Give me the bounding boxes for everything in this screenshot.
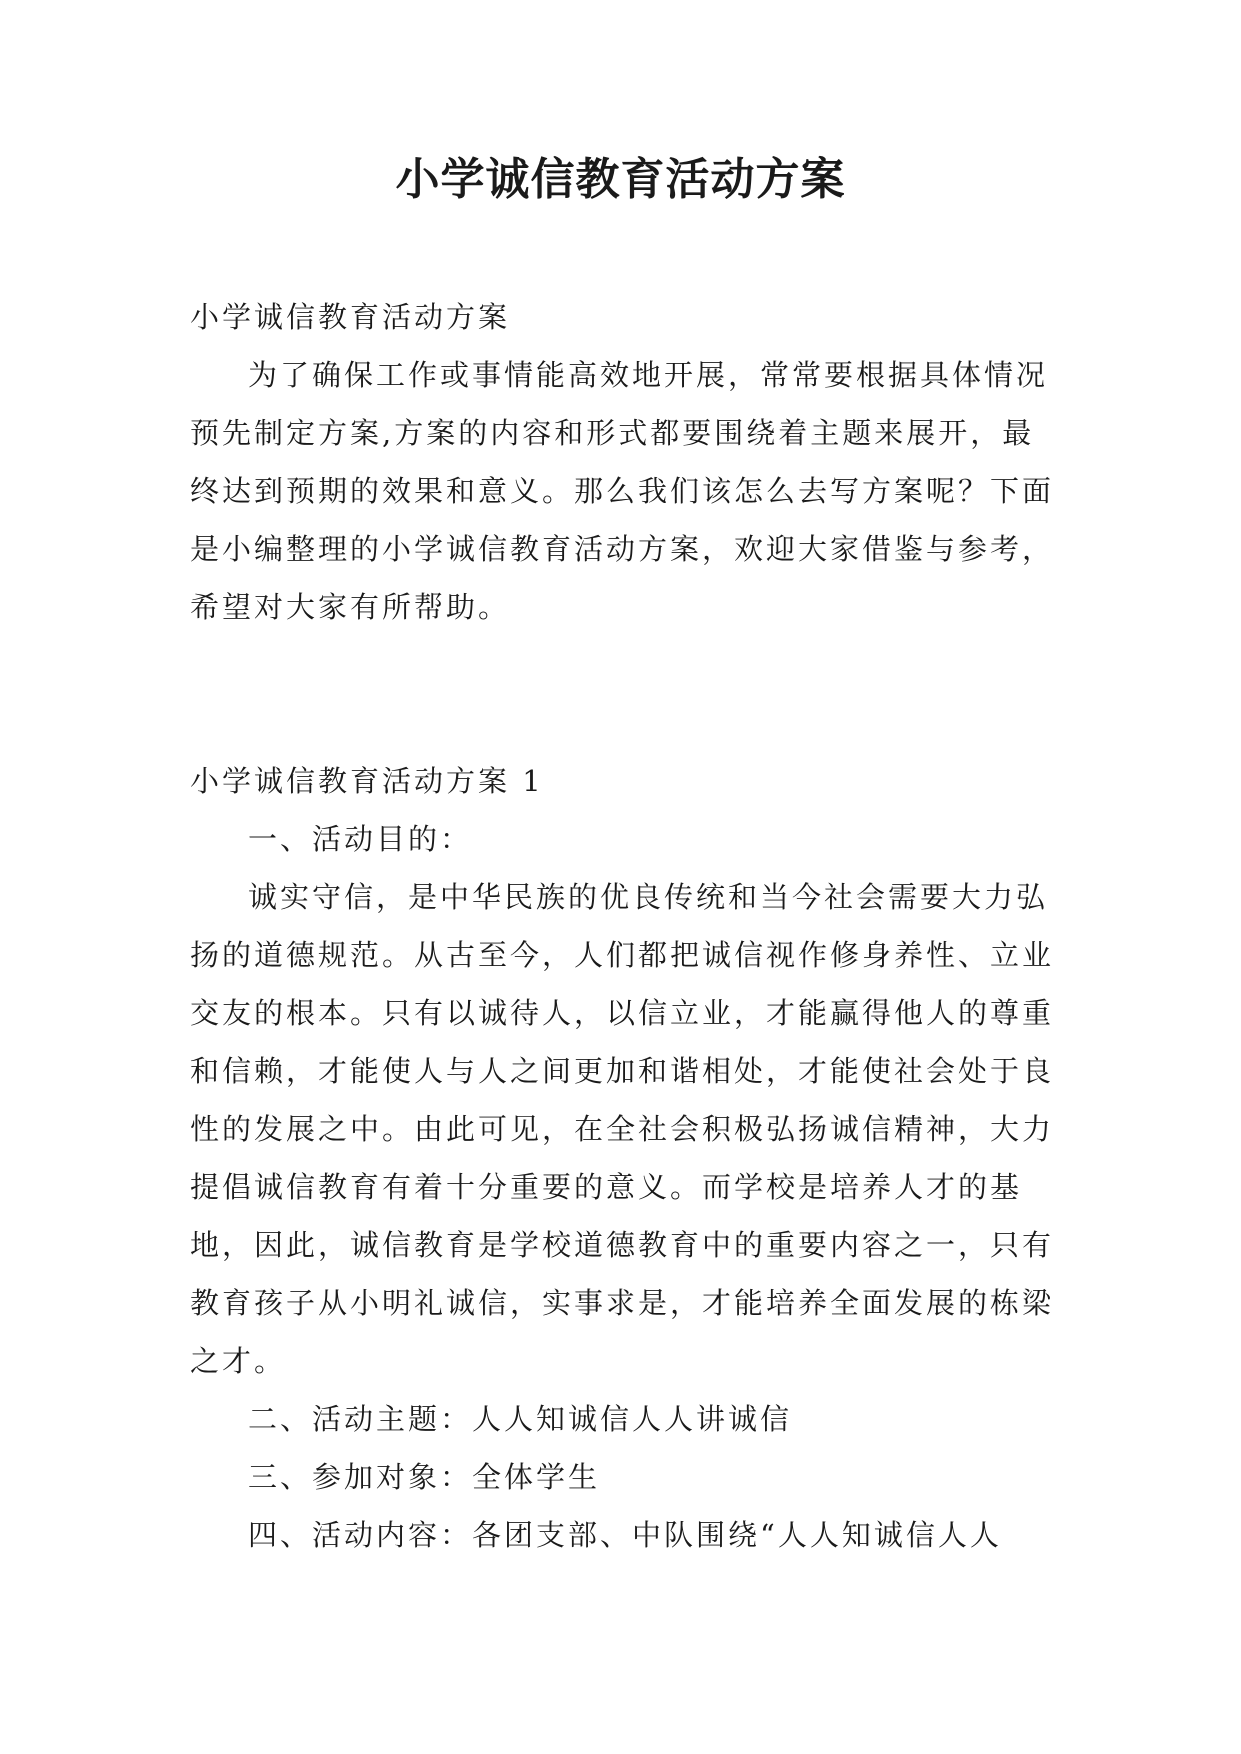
- item-participants: 三、参加对象：全体学生: [248, 1460, 601, 1494]
- section-heading: 小学诚信教育活动方案 1: [190, 764, 544, 798]
- document-title: 小学诚信教育活动方案: [395, 154, 846, 205]
- document-body: [190, 288, 1060, 1564]
- item-content: 四、活动内容：各团支部、中队围绕“人人知诚信人人: [248, 1518, 1002, 1552]
- item-purpose-body: 诚实守信，是中华民族的优良传统和当今社会需要大力弘扬的道德规范。从古至今，人们都把诚信视作修身养性、立业交友的根本。只有以诚待人，以信立业，才能赢得他人的尊重和信赖，才能使人与人之间更加和谐相处，才能使社会处于良性的发展之中。由此可见，在全社会积极弘扬诚信精神，大力提倡诚信教育有着十分重要的意义。而学校是培养人才的基地，因此，诚信教育是学校道德教育中的重要内容之一，只有教育孩子从小明礼诚信，实事求是，才能培养全面发展的栋梁之才。: [190, 880, 1055, 1378]
- item-purpose-heading: 一、活动目的：: [248, 822, 473, 856]
- intro-paragraph: 为了确保工作或事情能高效地开展，常常要根据具体情况预先制定方案,方案的内容和形式都要围绕着主题来展开，最终达到预期的效果和意义。那么我们该怎么去写方案呢？下面是小编整理的小学诚信教育活动方案，欢迎大家借鉴与参考，希望对大家有所帮助。: [190, 358, 1055, 624]
- document-subtitle: 小学诚信教育活动方案: [190, 300, 511, 334]
- section-gap: [190, 636, 1060, 752]
- item-theme: 二、活动主题：人人知诚信人人讲诚信: [248, 1402, 793, 1436]
